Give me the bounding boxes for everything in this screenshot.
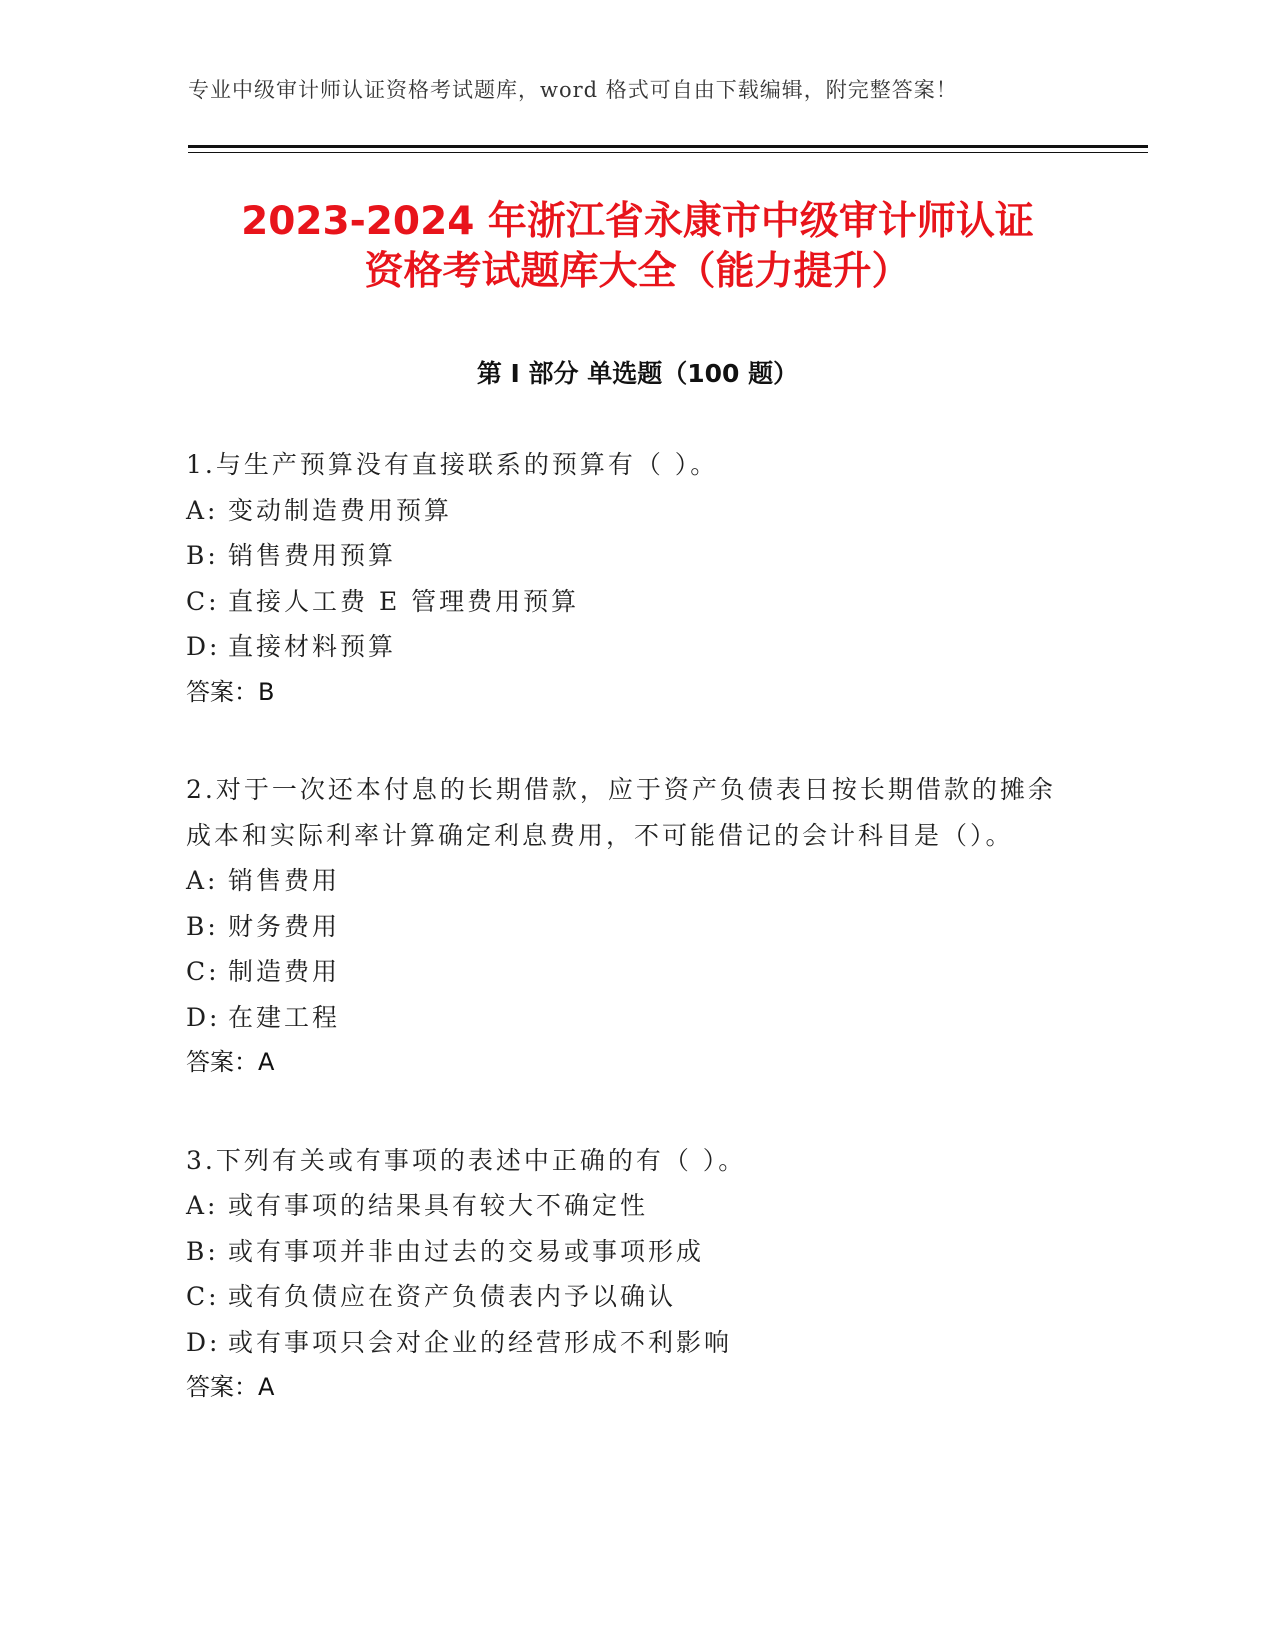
answer-line: 答案：A [186,1373,275,1401]
question-stem-text: 2.对于一次还本付息的长期借款，应于资产负债表日按长期借款的摊余成本和实际利率计算确定利息费用，不可能借记的会计科目是（）。 [186,775,1056,850]
question-list [186,442,1066,1463]
answer-line: 答案：A [186,1048,275,1076]
option-text: 直接人工费 E 管理费用预算 [228,586,580,616]
option-a [186,1183,1066,1229]
answer-line: 答案：B [186,677,275,706]
question-2 [186,767,1066,1086]
option-b [186,1229,1066,1275]
option-letter: B: [186,1236,219,1266]
question-stem [186,767,1066,858]
option-text: 在建工程 [228,1002,341,1032]
option-d [186,1320,1066,1366]
option-letter: A: [186,1191,219,1220]
question-stem-text: 1.与生产预算没有直接联系的预算有（ ）。 [186,450,719,479]
option-letter: C: [186,957,220,986]
option-text: 直接材料预算 [228,632,397,661]
option-c [186,1274,1066,1320]
header-note: 专业中级审计师认证资格考试题库，word 格式可自由下载编辑，附完整答案！ [188,78,958,102]
option-text: 或有负债应在资产负债表内予以确认 [228,1282,677,1311]
option-letter: C: [186,1282,220,1311]
option-d [186,624,1066,670]
option-letter: D: [186,1002,221,1032]
option-letter: A: [186,495,219,525]
option-c [186,579,1066,625]
option-text: 财务费用 [228,911,341,941]
question-stem-text: 3.下列有关或有事项的表述中正确的有（ ）。 [186,1145,747,1175]
option-text: 或有事项并非由过去的交易或事项形成 [228,1236,705,1266]
document-title-line-1: 2023-2024 年浙江省永康市中级审计师认证 [241,199,1034,244]
option-letter: C: [186,586,220,616]
section-heading: 第 I 部分 单选题（100 题） [476,359,799,388]
option-letter: D: [186,1327,221,1357]
document-title-line-2: 资格考试题库大全（能力提升） [364,249,911,294]
option-text: 制造费用 [228,957,341,986]
option-b [186,533,1066,579]
option-letter: B: [186,541,219,570]
option-text: 销售费用预算 [228,541,397,570]
option-c [186,949,1066,995]
option-letter: B: [186,911,219,941]
header-rule-thick [188,145,1148,148]
question-stem [186,1138,1066,1184]
question-stem [186,442,1066,488]
option-d [186,995,1066,1041]
option-letter: A: [186,866,219,895]
option-text: 或有事项只会对企业的经营形成不利影响 [228,1327,733,1357]
header-rule-thin [188,152,1148,153]
option-text: 变动制造费用预算 [228,495,453,525]
question-1 [186,442,1066,715]
option-b [186,904,1066,950]
option-letter: D: [186,632,221,661]
option-text: 销售费用 [228,866,341,895]
document-title [150,197,1125,297]
option-a [186,488,1066,534]
question-3 [186,1138,1066,1411]
option-text: 或有事项的结果具有较大不确定性 [228,1191,649,1220]
option-a [186,858,1066,904]
